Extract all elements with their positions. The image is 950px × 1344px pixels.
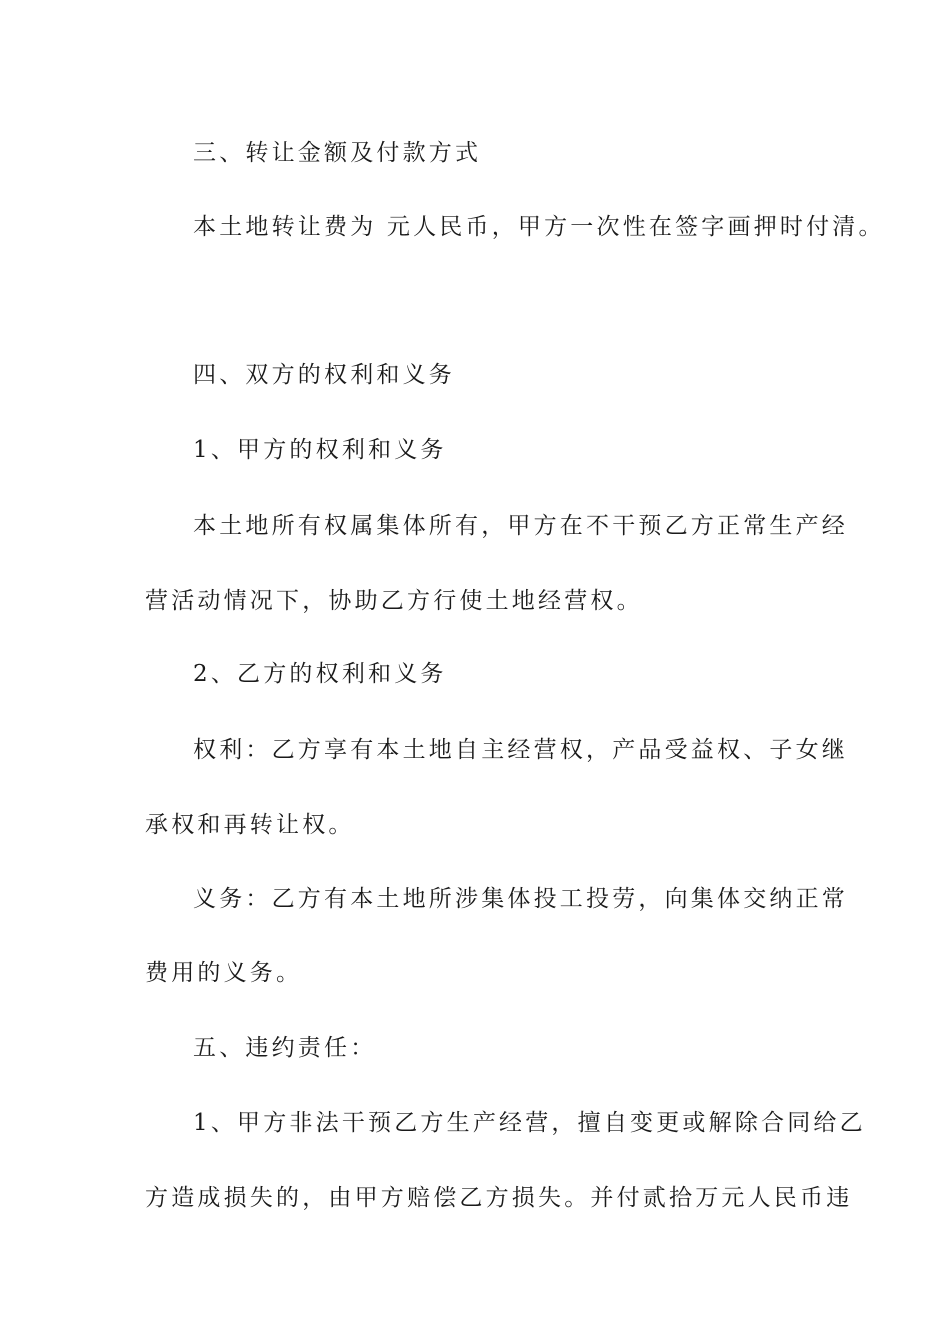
paragraph-line: 义务：乙方有本土地所涉集体投工投劳，向集体交纳正常 [193, 886, 848, 912]
paragraph-line: 本土地所有权属集体所有，甲方在不干预乙方正常生产经 [193, 513, 848, 539]
paragraph-line: 本土地转让费为 元人民币，甲方一次性在签字画押时付清。 [193, 214, 885, 240]
paragraph-line: 营活动情况下，协助乙方行使土地经营权。 [145, 588, 643, 614]
paragraph-line: 方造成损失的，由甲方赔偿乙方损失。并付贰拾万元人民币违 [145, 1185, 853, 1211]
paragraph-line: 1、甲方非法干预乙方生产经营，擅自变更或解除合同给乙 [193, 1110, 866, 1136]
paragraph-line: 承权和再转让权。 [145, 812, 355, 838]
section-heading-5: 五、违约责任： [193, 1035, 377, 1061]
paragraph-line: 费用的义务。 [145, 960, 303, 986]
subsection-heading: 2、乙方的权利和义务 [193, 661, 447, 687]
section-heading-4: 四、双方的权利和义务 [193, 362, 455, 388]
paragraph-line: 权利：乙方享有本土地自主经营权，产品受益权、子女继 [193, 737, 848, 763]
subsection-heading: 1、甲方的权利和义务 [193, 437, 447, 463]
section-heading-3: 三、转让金额及付款方式 [193, 140, 482, 166]
